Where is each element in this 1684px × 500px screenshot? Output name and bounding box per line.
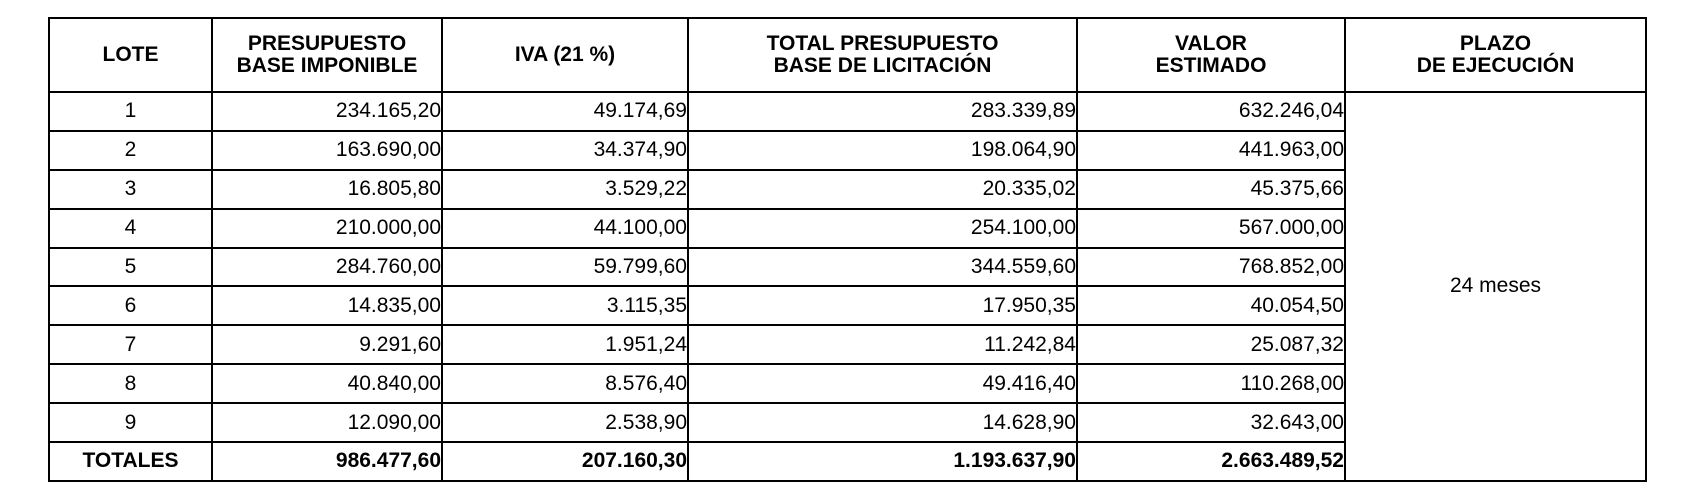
header-base-line2: BASE IMPONIBLE [236, 54, 418, 77]
cell-base: 14.835,00 [212, 286, 442, 325]
header-lote-text: LOTE [102, 42, 159, 66]
cell-lote: 8 [49, 364, 212, 403]
cell-plazo: 24 meses [1345, 92, 1646, 481]
header-plazo-line2: DE EJECUCIÓN [1416, 54, 1575, 77]
cell-base: 9.291,60 [212, 325, 442, 364]
header-iva-text: IVA (21 %) [514, 42, 616, 66]
cell-lote: 9 [49, 403, 212, 442]
cell-base: 163.690,00 [212, 131, 442, 170]
cell-iva: 59.799,60 [442, 248, 688, 287]
cell-valor: 441.963,00 [1077, 131, 1345, 170]
cell-valor: 40.054,50 [1077, 286, 1345, 325]
header-total-licitacion [688, 18, 1077, 92]
header-row [49, 18, 1646, 92]
cell-iva: 2.538,90 [442, 403, 688, 442]
cell-valor: 567.000,00 [1077, 209, 1345, 248]
cell-lote: 4 [49, 209, 212, 248]
header-base-line1: PRESUPUESTO [247, 31, 407, 55]
header-valor-line2: ESTIMADO [1155, 54, 1267, 77]
cell-total: 20.335,02 [688, 170, 1077, 209]
totals-base: 986.477,60 [212, 442, 442, 481]
cell-base: 234.165,20 [212, 92, 442, 131]
cell-total: 49.416,40 [688, 364, 1077, 403]
cell-base: 40.840,00 [212, 364, 442, 403]
cell-total: 283.339,89 [688, 92, 1077, 131]
cell-valor: 110.268,00 [1077, 364, 1345, 403]
cell-iva: 44.100,00 [442, 209, 688, 248]
cell-iva: 8.576,40 [442, 364, 688, 403]
totals-label: TOTALES [49, 442, 212, 481]
cell-lote: 7 [49, 325, 212, 364]
totals-iva: 207.160,30 [442, 442, 688, 481]
totals-valor: 2.663.489,52 [1077, 442, 1345, 481]
cell-base: 16.805,80 [212, 170, 442, 209]
cell-base: 12.090,00 [212, 403, 442, 442]
cell-total: 11.242,84 [688, 325, 1077, 364]
cell-total: 14.628,90 [688, 403, 1077, 442]
cell-lote: 5 [49, 248, 212, 287]
header-total-line1: TOTAL PRESUPUESTO [766, 31, 999, 55]
cell-total: 17.950,35 [688, 286, 1077, 325]
cell-lote: 1 [49, 92, 212, 131]
cell-iva: 34.374,90 [442, 131, 688, 170]
cell-total: 198.064,90 [688, 131, 1077, 170]
cell-base: 210.000,00 [212, 209, 442, 248]
cell-iva: 1.951,24 [442, 325, 688, 364]
cell-total: 344.559,60 [688, 248, 1077, 287]
header-lote [49, 18, 212, 92]
cell-valor: 45.375,66 [1077, 170, 1345, 209]
header-base-imponible [212, 18, 442, 92]
cell-valor: 32.643,00 [1077, 403, 1345, 442]
header-plazo-ejecucion [1345, 18, 1646, 92]
cell-lote: 6 [49, 286, 212, 325]
cell-iva: 49.174,69 [442, 92, 688, 131]
cell-total: 254.100,00 [688, 209, 1077, 248]
table-row [49, 92, 1646, 131]
header-plazo-line1: PLAZO [1459, 31, 1532, 55]
totals-total: 1.193.637,90 [688, 442, 1077, 481]
cell-iva: 3.529,22 [442, 170, 688, 209]
cell-valor: 632.246,04 [1077, 92, 1345, 131]
cell-lote: 3 [49, 170, 212, 209]
header-valor-line1: VALOR [1175, 31, 1247, 55]
cell-lote: 2 [49, 131, 212, 170]
header-iva [442, 18, 688, 92]
cell-valor: 25.087,32 [1077, 325, 1345, 364]
cell-base: 284.760,00 [212, 248, 442, 287]
budget-table [48, 17, 1647, 482]
cell-valor: 768.852,00 [1077, 248, 1345, 287]
cell-iva: 3.115,35 [442, 286, 688, 325]
header-valor-estimado [1077, 18, 1345, 92]
header-total-line2: BASE DE LICITACIÓN [773, 54, 992, 77]
